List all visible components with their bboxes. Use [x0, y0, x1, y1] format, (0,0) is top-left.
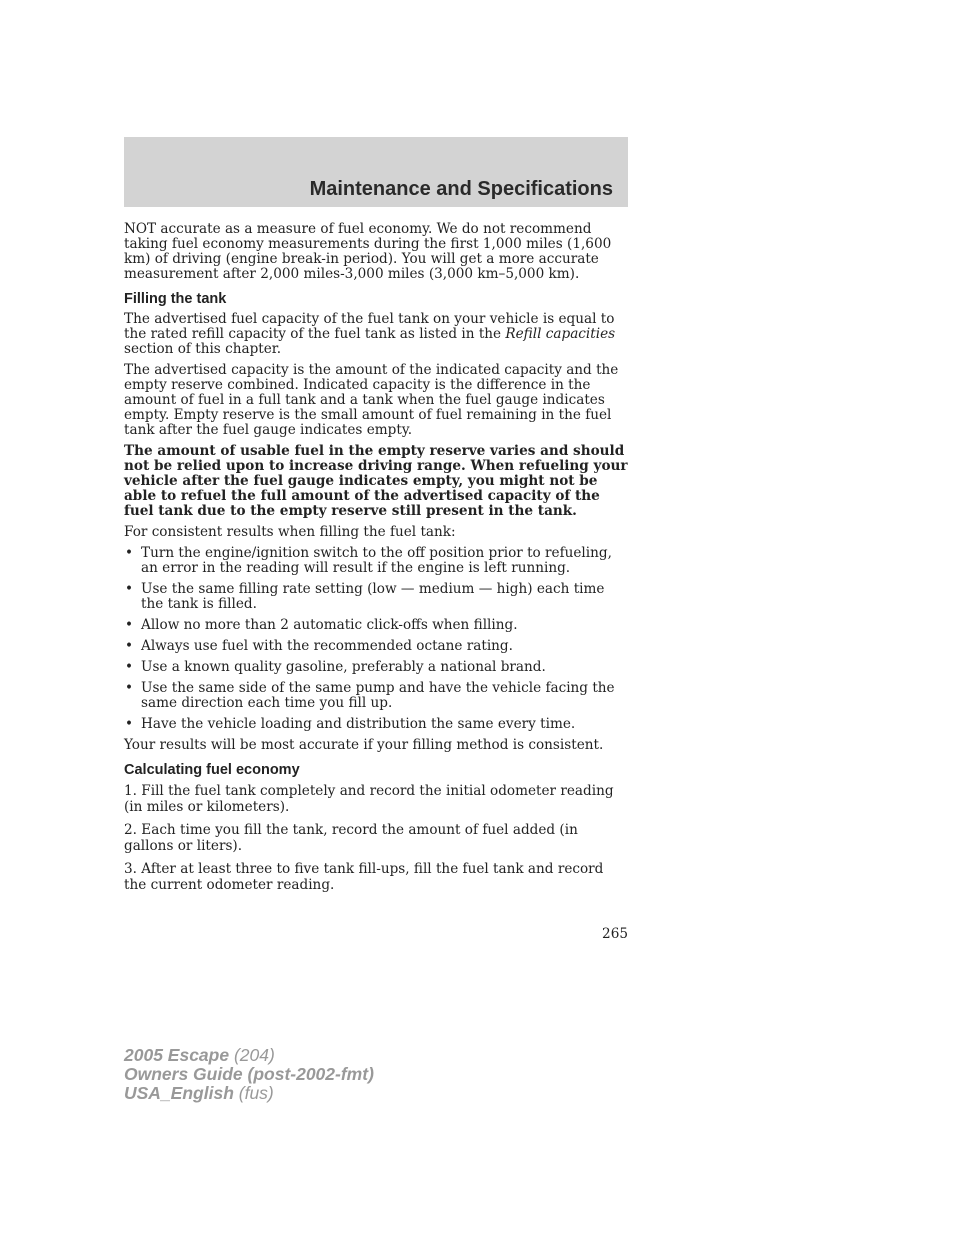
section-title: Maintenance and Specifications — [309, 178, 613, 200]
empty-reserve-warning: The amount of usable fuel in the empty reserve varies and should not be relied upon to increase driving range. When refueling your vehicle after the fuel gauge indicates empty, you might not be able to refuel the full amount of the advertised capacity of the fuel tank due to the empty reserve still present in the tank. — [124, 443, 628, 519]
list-item-text: Always use fuel with the recommended octane rating. — [141, 638, 513, 654]
intro-paragraph: NOT accurate as a measure of fuel economy. We do not recommend taking fuel economy measurements during the first 1,000 miles (1,600 km) of driving (engine break-in period). You will get a more accurate measurement after 2,000 miles-3,000 miles (3,000 km–5,000 km). — [124, 221, 612, 282]
list-item — [124, 660, 628, 675]
list-item — [124, 681, 628, 711]
capacity-text-end: section of this chapter. — [124, 341, 282, 357]
bullet-icon: • — [125, 716, 134, 732]
page-content — [124, 222, 628, 900]
filling-heading: Filling the tank — [124, 291, 227, 307]
filling-tips-list — [124, 546, 628, 732]
list-item-text: Use the same side of the same pump and have the vehicle facing the same direction each time you fill up. — [141, 680, 615, 711]
list-item-text: Have the vehicle loading and distribution the same every time. — [141, 716, 576, 732]
refill-capacities-reference: Refill capacities — [505, 326, 616, 342]
bullet-icon: • — [125, 581, 134, 597]
footer-language: USA_English — [124, 1083, 234, 1103]
list-item-text: Allow no more than 2 automatic click-offs when filling. — [141, 617, 518, 633]
list-item-text: Turn the engine/ignition switch to the off position prior to refueling, an error in the reading will result if the engine is left running. — [141, 545, 612, 576]
footer-language-line — [124, 1084, 374, 1103]
advertised-capacity-paragraph: The advertised capacity is the amount of the indicated capacity and the empty reserve combined. Indicated capacity is the difference in the amount of fuel in a full tank and a tank when the fuel gauge indicates empty. Empty reserve is the small amount of fuel remaining in the fuel tank after the fuel gauge indicates empty. — [124, 362, 619, 438]
list-item — [124, 639, 628, 654]
capacity-text-start: The advertised fuel capacity of the fuel tank on your vehicle is equal to the rated refill capacity of the fuel tank as listed in the — [124, 311, 615, 342]
bullet-icon: • — [125, 680, 134, 696]
capacity-paragraph — [124, 312, 628, 357]
list-item — [124, 546, 628, 576]
footer-language-code: (fus) — [233, 1083, 274, 1103]
bullet-icon: • — [125, 659, 134, 675]
list-item — [124, 582, 628, 612]
step-item: 2. Each time you fill the tank, record the amount of fuel added (in gallons or liters). — [124, 822, 578, 854]
calculating-steps — [124, 783, 628, 893]
list-item — [124, 717, 628, 732]
footer-model: 2005 Escape — [124, 1045, 230, 1065]
bullet-icon: • — [125, 617, 134, 633]
filling-lead: For consistent results when filling the fuel tank: — [124, 524, 456, 540]
list-item-text: Use a known quality gasoline, preferably a national brand. — [141, 659, 546, 675]
list-item — [124, 618, 628, 633]
footer-model-code: (204) — [229, 1045, 275, 1065]
footer-guide-line — [124, 1065, 374, 1084]
page-number: 265 — [602, 926, 628, 942]
calculating-heading: Calculating fuel economy — [124, 762, 300, 778]
step-item: 3. After at least three to five tank fill-ups, fill the fuel tank and record the current odometer reading. — [124, 861, 604, 893]
footer-guide: Owners Guide (post-2002-fmt) — [124, 1064, 374, 1084]
section-header-band — [124, 137, 628, 207]
step-item: 1. Fill the fuel tank completely and record the initial odometer reading (in miles or kilometers). — [124, 783, 614, 815]
bullet-icon: • — [125, 545, 134, 561]
footer-model-line — [124, 1046, 374, 1065]
document-footer — [124, 1046, 374, 1103]
list-item-text: Use the same filling rate setting (low — medium — high) each time the tank is filled. — [141, 581, 605, 612]
bullet-icon: • — [125, 638, 134, 654]
filling-closing: Your results will be most accurate if your filling method is consistent. — [124, 737, 604, 753]
